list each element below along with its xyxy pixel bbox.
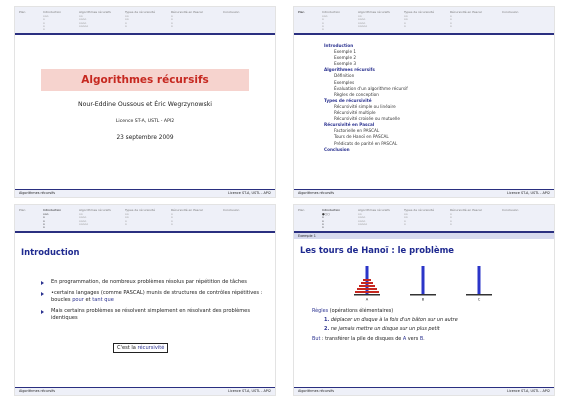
navigation-bar bbox=[15, 7, 275, 33]
nav-section-types[interactable]: Types de récursivité bbox=[404, 10, 434, 14]
nav-section-plan[interactable]: Plan bbox=[298, 10, 305, 14]
licence: Licence ST-A, USTL - API2 bbox=[115, 119, 175, 124]
slide-title bbox=[14, 6, 276, 198]
nav-dots-pascal[interactable]: o o o o bbox=[171, 212, 173, 226]
nav-section-pascal[interactable]: Récursivité en Pascal bbox=[171, 208, 203, 212]
nav-section-types[interactable]: Types de récursivité bbox=[404, 208, 434, 212]
nav-dots-pascal[interactable]: o o o o bbox=[171, 14, 173, 28]
rule-item: 2. ne jamais mettre un disque sur un plus petit bbox=[324, 326, 440, 332]
toc-subsection[interactable]: Exemple 1 bbox=[334, 49, 357, 55]
goal-text: But : transférer la pile de disques de A vers B. bbox=[312, 336, 425, 342]
footer-left: Algorithmes récursifs bbox=[19, 389, 56, 393]
bullet-item: En programmation, de nombreux problèmes résolus par répétition de tâches bbox=[41, 279, 267, 286]
footer-right: Licence ST-A, USTL - API2 bbox=[507, 191, 550, 195]
slide-hanoi bbox=[293, 204, 555, 396]
nav-dots-introduction[interactable]: ooo o o o o bbox=[43, 14, 49, 32]
footer bbox=[15, 387, 275, 395]
toc-subsection[interactable]: Récursivité croisée ou mutuelle bbox=[334, 116, 400, 122]
nav-dots-algorithmes[interactable]: oo oooo oooo ooooo bbox=[79, 14, 89, 28]
nav-dots-types[interactable]: oo oo o o bbox=[404, 14, 408, 28]
authors: Nour-Eddine Oussous et Éric Wegrzynowski bbox=[77, 101, 212, 108]
toc-subsection[interactable]: Règles de conception bbox=[334, 91, 379, 97]
footer-left: Algorithmes récursifs bbox=[298, 191, 335, 195]
slide-introduction bbox=[14, 204, 276, 396]
nav-section-pascal[interactable]: Récursivité en Pascal bbox=[450, 10, 482, 14]
bullet-item: Mais certains problèmes se résolvent simplement en résolvant des problèmes identiques bbox=[41, 308, 267, 322]
base-a bbox=[354, 294, 380, 296]
navigation-bar bbox=[294, 7, 554, 33]
footer bbox=[294, 189, 554, 197]
base-c bbox=[466, 294, 492, 296]
nav-dots-introduction[interactable]: ●○○ o o o o bbox=[322, 212, 330, 230]
recursivity-box: C'est la récursivité bbox=[113, 343, 168, 353]
disk bbox=[355, 291, 379, 293]
nav-dots-algorithmes[interactable]: oo oooo oooo ooooo bbox=[358, 14, 368, 28]
footer-right: Licence ST-A, USTL - API2 bbox=[228, 389, 271, 393]
toc-subsection[interactable]: Récursivité simple ou linéaire bbox=[334, 103, 396, 109]
footer bbox=[294, 387, 554, 395]
toc-subsection[interactable]: Exemple 2 bbox=[334, 55, 357, 61]
nav-divider bbox=[15, 33, 275, 35]
nav-section-types[interactable]: Types de récursivité bbox=[125, 10, 155, 14]
nav-section-algorithmes[interactable]: Algorithmes récursifs bbox=[358, 208, 390, 212]
toc-subsection[interactable]: Prédicats de parité en PASCAL bbox=[334, 140, 398, 146]
base-b bbox=[410, 294, 436, 296]
nav-section-plan[interactable]: Plan bbox=[19, 10, 26, 14]
nav-section-types[interactable]: Types de récursivité bbox=[125, 208, 155, 212]
nav-dots-pascal[interactable]: o o o o bbox=[450, 212, 452, 226]
tower-label-b: B bbox=[421, 297, 425, 301]
frame-title: Introduction bbox=[21, 247, 80, 257]
nav-divider bbox=[294, 33, 554, 35]
rule-item: 1. déplacer un disque à la fois d'un bâton sur un autre bbox=[324, 317, 458, 323]
presentation-title: Algorithmes récursifs bbox=[81, 74, 209, 86]
nav-section-conclusion[interactable]: Conclusion bbox=[223, 208, 240, 212]
toc-subsection[interactable]: Évaluation d'un algorithme récursif bbox=[334, 85, 408, 91]
bullet-triangle-icon bbox=[41, 310, 44, 314]
nav-section-pascal[interactable]: Récursivité en Pascal bbox=[171, 10, 203, 14]
toc-section[interactable]: Algorithmes récursifs bbox=[324, 67, 375, 73]
toc-section[interactable]: Introduction bbox=[324, 43, 354, 48]
hanoi-towers-diagram bbox=[334, 261, 514, 301]
rod-c bbox=[478, 266, 481, 294]
date: 23 septembre 2009 bbox=[116, 135, 174, 141]
footer-left: Algorithmes récursifs bbox=[19, 191, 56, 195]
nav-section-plan[interactable]: Plan bbox=[19, 208, 26, 212]
subsection-title: Exemple 1 bbox=[298, 234, 316, 238]
navigation-bar bbox=[15, 205, 275, 231]
nav-section-introduction[interactable]: Introduction bbox=[43, 208, 62, 212]
toc-subsection[interactable]: Définition bbox=[334, 73, 355, 79]
nav-section-plan[interactable]: Plan bbox=[298, 208, 305, 212]
rules-heading: Règles (opérations élémentaires) bbox=[312, 308, 394, 314]
title-box bbox=[41, 69, 249, 91]
nav-dots-algorithmes[interactable]: oo oooo oooo ooooo bbox=[79, 212, 89, 226]
nav-dots-introduction[interactable]: ooo o o o o bbox=[43, 212, 49, 230]
nav-section-algorithmes[interactable]: Algorithmes récursifs bbox=[79, 10, 111, 14]
toc-section[interactable]: Récursivité en Pascal bbox=[324, 122, 375, 128]
toc-subsection[interactable]: Exemples bbox=[334, 79, 355, 85]
toc-section[interactable]: Conclusion bbox=[324, 146, 350, 152]
nav-dots-types[interactable]: oo oo o o bbox=[125, 212, 129, 226]
nav-dots-types[interactable]: oo oo o o bbox=[404, 212, 408, 226]
nav-dots-introduction[interactable]: ooo o o o o bbox=[322, 14, 328, 32]
toc-subsection[interactable]: Récursivité multiple bbox=[334, 110, 376, 116]
bullet-triangle-icon bbox=[41, 281, 44, 285]
nav-section-conclusion[interactable]: Conclusion bbox=[223, 10, 240, 14]
nav-section-algorithmes[interactable]: Algorithmes récursifs bbox=[79, 208, 111, 212]
footer-left: Algorithmes récursifs bbox=[298, 389, 335, 393]
footer-right: Licence ST-A, USTL - API2 bbox=[507, 389, 550, 393]
nav-dots-pascal[interactable]: o o o o bbox=[450, 14, 452, 28]
toc-subsection[interactable]: Exemple 3 bbox=[334, 61, 357, 67]
frame-title: Les tours de Hanoï : le problème bbox=[300, 245, 454, 255]
footer-right: Licence ST-A, USTL - API2 bbox=[228, 191, 271, 195]
bullet-list bbox=[41, 279, 267, 326]
slide-outline bbox=[293, 6, 555, 198]
nav-divider bbox=[15, 231, 275, 233]
toc-subsection[interactable]: Factorielle en PASCAL bbox=[334, 128, 380, 134]
nav-section-introduction[interactable]: Introduction bbox=[322, 10, 341, 14]
disk bbox=[361, 282, 373, 284]
nav-section-algorithmes[interactable]: Algorithmes récursifs bbox=[358, 10, 390, 14]
nav-section-pascal[interactable]: Récursivité en Pascal bbox=[450, 208, 482, 212]
tower-label-c: C bbox=[477, 297, 481, 301]
nav-section-introduction[interactable]: Introduction bbox=[43, 10, 62, 14]
toc-subsection[interactable]: Tours de Hanoï en PASCAL bbox=[334, 134, 389, 140]
rod-b bbox=[422, 266, 425, 294]
nav-section-introduction[interactable]: Introduction bbox=[322, 208, 341, 212]
navigation-bar bbox=[294, 205, 554, 231]
nav-dots-types[interactable]: oo oo o o bbox=[125, 14, 129, 28]
nav-section-conclusion[interactable]: Conclusion bbox=[502, 208, 519, 212]
nav-dots-algorithmes[interactable]: oo oooo oooo ooooo bbox=[358, 212, 368, 226]
nav-section-conclusion[interactable]: Conclusion bbox=[502, 10, 519, 14]
disk bbox=[363, 279, 371, 281]
table-of-contents bbox=[324, 43, 408, 153]
footer bbox=[15, 189, 275, 197]
disk bbox=[359, 285, 375, 287]
disk bbox=[357, 288, 377, 290]
tower-label-a: A bbox=[365, 297, 369, 301]
subsection-bar bbox=[294, 233, 554, 239]
bullet-triangle-icon bbox=[41, 292, 44, 296]
toc-section[interactable]: Types de récursivité bbox=[324, 97, 372, 103]
bullet-item: •certains langages (comme PASCAL) munis de structures de contrôles répétitives : boucles pour et tant que bbox=[41, 290, 267, 304]
